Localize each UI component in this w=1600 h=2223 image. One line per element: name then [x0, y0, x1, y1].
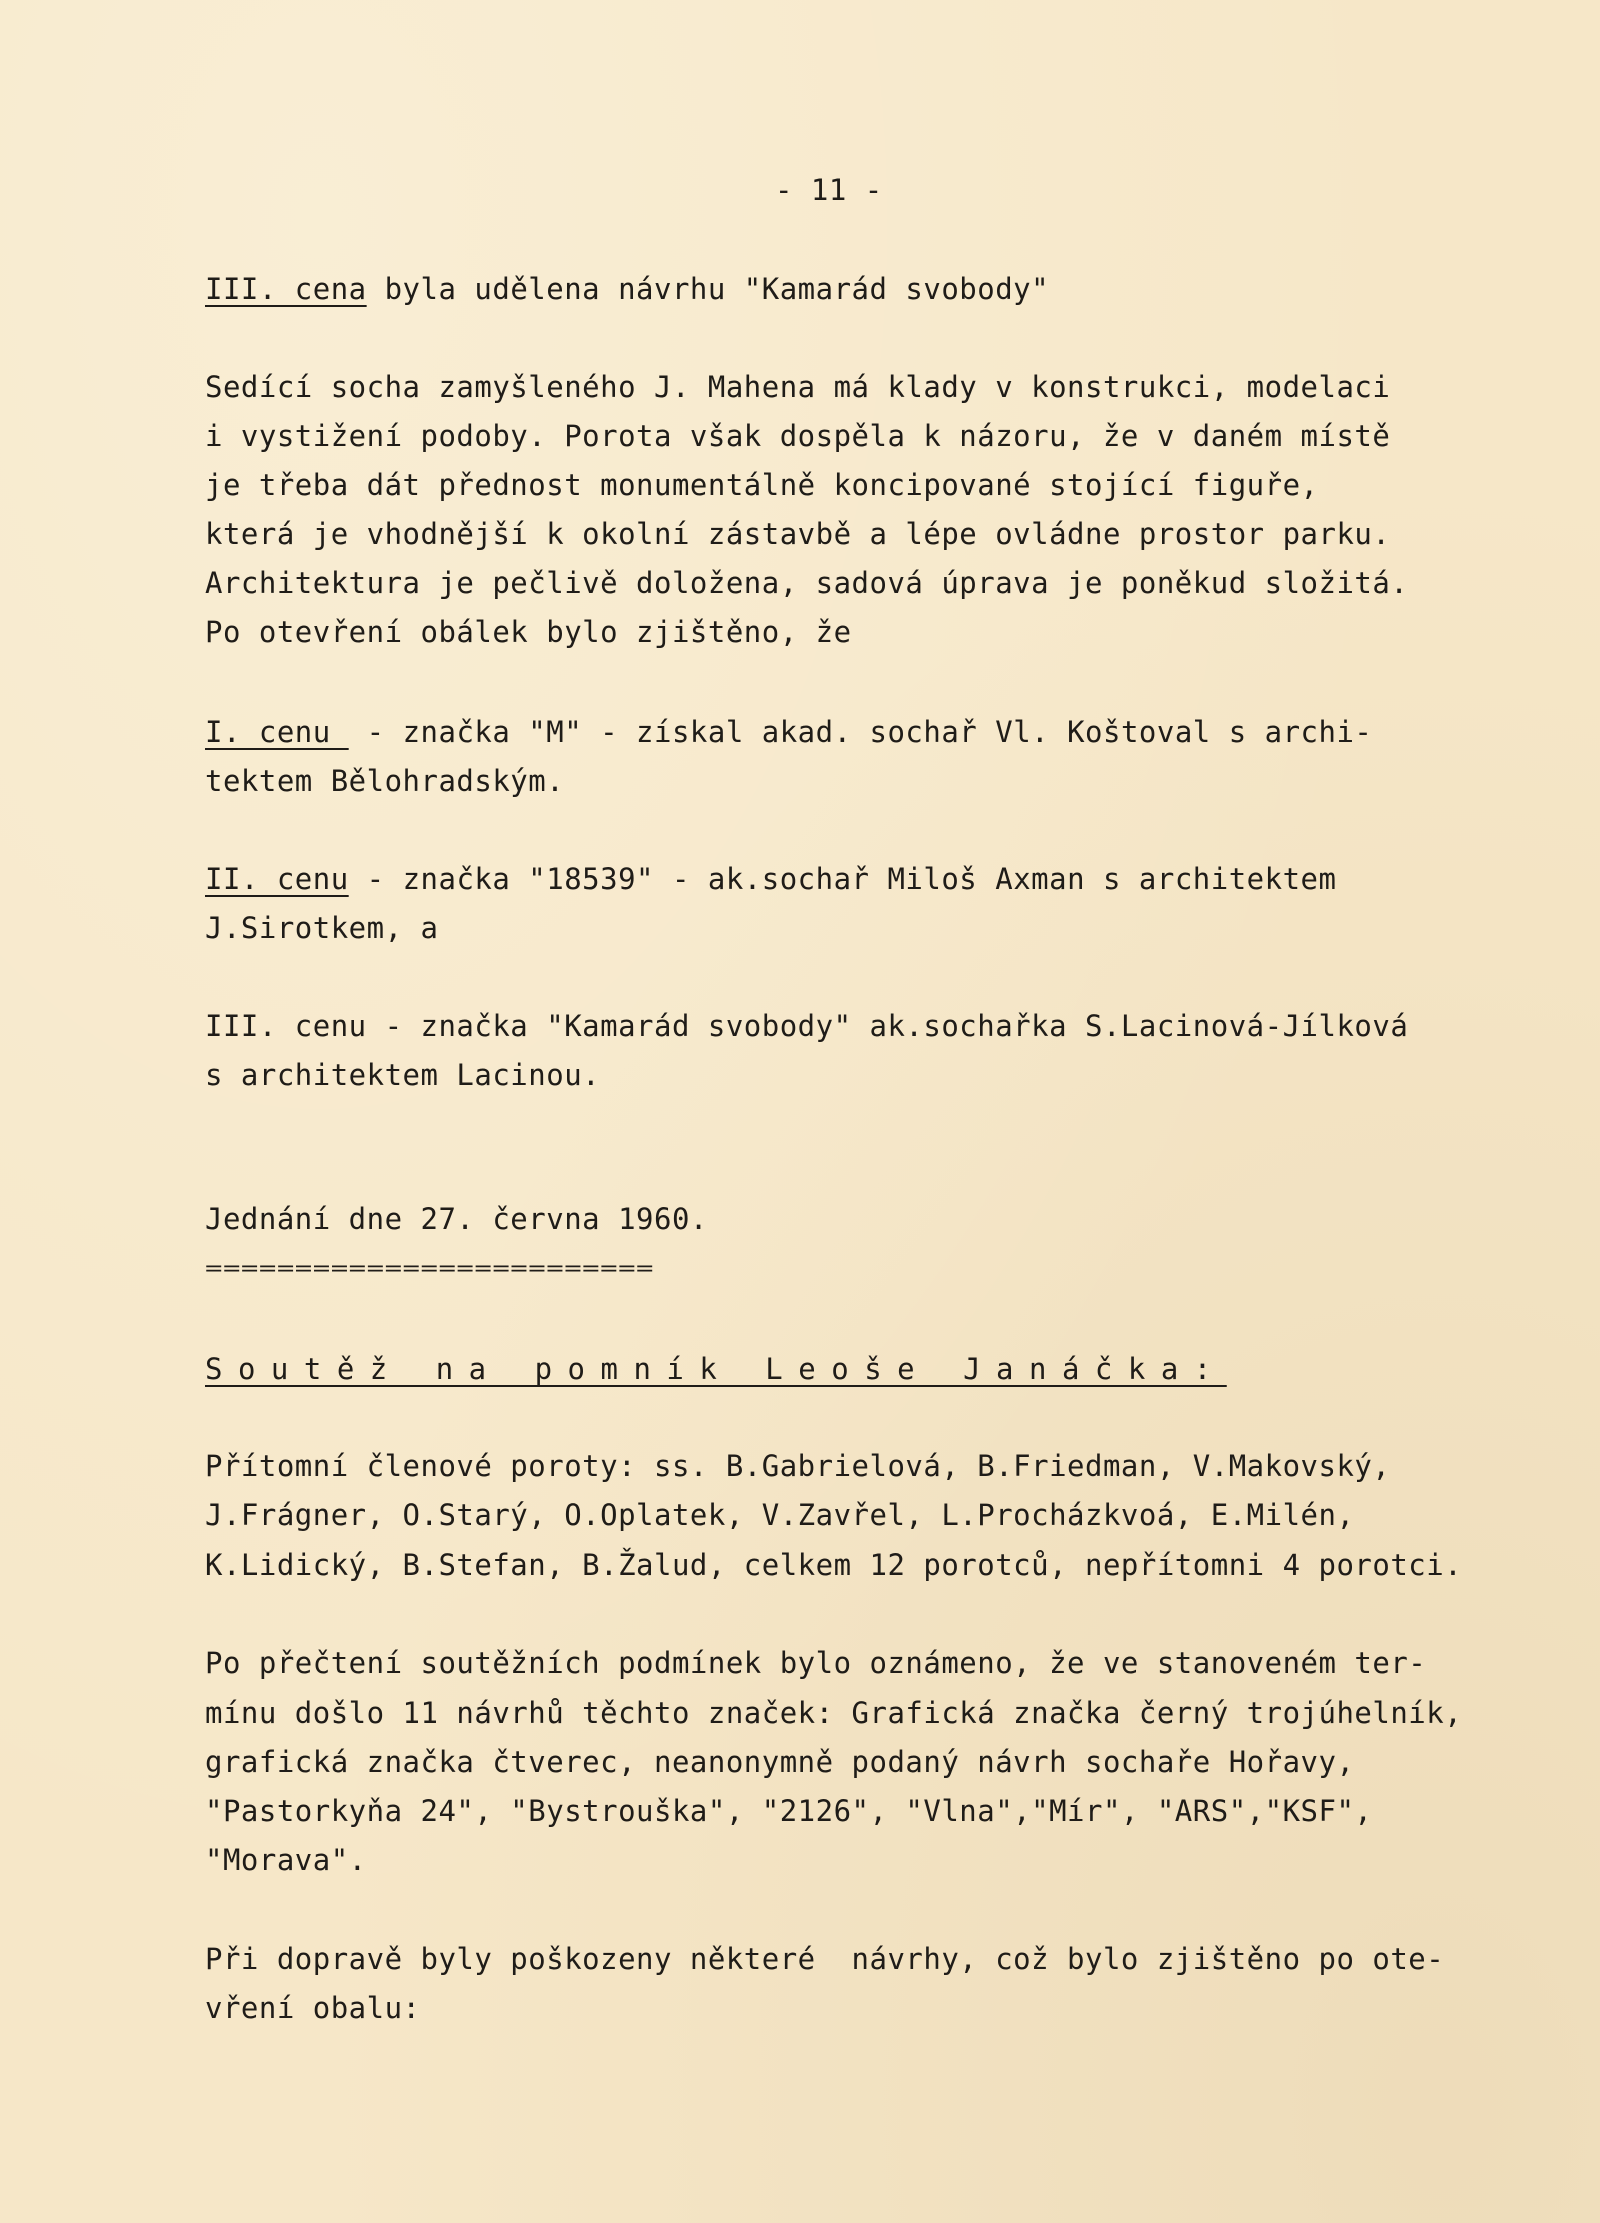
prize3-heading	[205, 272, 1050, 306]
result-first-prize-text: - značka "M" - získal akad. sochař Vl. Koštoval s archi-	[348, 715, 1373, 749]
result-second-prize-text: - značka "18539" - ak.sochař Miloš Axman s architektem	[348, 862, 1337, 896]
conditions-text-line: mínu došlo 11 návrhů těchto značek: Grafická značka černý trojúhelník,	[205, 1696, 1463, 1730]
competition-heading: Soutěž na pomník Leoše Janáčka:	[205, 1352, 1227, 1386]
prize3-text-line: Sedící socha zamyšleného J. Mahena má klady v konstrukci, modelaci	[205, 370, 1391, 404]
prize3-text-line: která je vhodnější k okolní zástavbě a lépe ovládne prostor parku.	[205, 517, 1391, 551]
conditions-text-line: grafická značka čtverec, neanonymně podaný návrh sochaře Hořavy,	[205, 1745, 1355, 1779]
result-first-prize-continuation: tektem Bělohradským.	[205, 764, 565, 798]
session-title: Jednání dne 27. června 1960.	[205, 1202, 708, 1236]
result-second-prize	[205, 862, 1337, 896]
transport-text-line: vření obalu:	[205, 1991, 421, 2025]
prize3-text-line: Architektura je pečlivě doložena, sadová úprava je poněkud složitá.	[205, 566, 1409, 600]
result-second-prize-label: II. cenu	[205, 862, 349, 896]
jury-text-line: K.Lidický, B.Stefan, B.Žalud, celkem 12 porotců, nepřítomni 4 porotci.	[205, 1548, 1463, 1582]
prize3-text-line: Po otevření obálek bylo zjištěno, že	[205, 615, 852, 649]
prize3-heading-label: III. cena	[205, 272, 367, 306]
result-third-prize-continuation: s architektem Lacinou.	[205, 1058, 601, 1092]
result-second-prize-continuation: J.Sirotkem, a	[205, 911, 439, 945]
transport-text-line: Při dopravě byly poškozeny některé návrhy, což bylo zjištěno po ote-	[205, 1942, 1445, 1976]
conditions-text-line: "Pastorkyňa 24", "Bystrouška", "2126", "Vlna","Mír", "ARS","KSF",	[205, 1794, 1373, 1828]
prize3-text-line: i vystižení podoby. Porota však dospěla k názoru, že v daném místě	[205, 419, 1391, 453]
session-title-double-rule: =========================	[205, 1254, 654, 1281]
prize3-text-line: je třeba dát přednost monumentálně koncipované stojící figuře,	[205, 468, 1319, 502]
prize3-heading-rest: byla udělena návrhu "Kamarád svobody"	[366, 272, 1050, 306]
conditions-text-line: "Morava".	[205, 1843, 367, 1877]
jury-text-line: J.Frágner, O.Starý, O.Oplatek, V.Zavřel, L.Procházkvoá, E.Milén,	[205, 1498, 1355, 1532]
page-number: - 11 -	[775, 173, 883, 207]
jury-text-line: Přítomní členové poroty: ss. B.Gabrielová, B.Friedman, V.Makovský,	[205, 1449, 1391, 1483]
result-first-prize	[205, 715, 1373, 749]
result-third-prize: III. cenu - značka "Kamarád svobody" ak.sochařka S.Lacinová-Jílková	[205, 1009, 1409, 1043]
result-first-prize-label: I. cenu	[205, 715, 349, 749]
conditions-text-line: Po přečtení soutěžních podmínek bylo oznámeno, že ve stanoveném ter-	[205, 1646, 1427, 1680]
